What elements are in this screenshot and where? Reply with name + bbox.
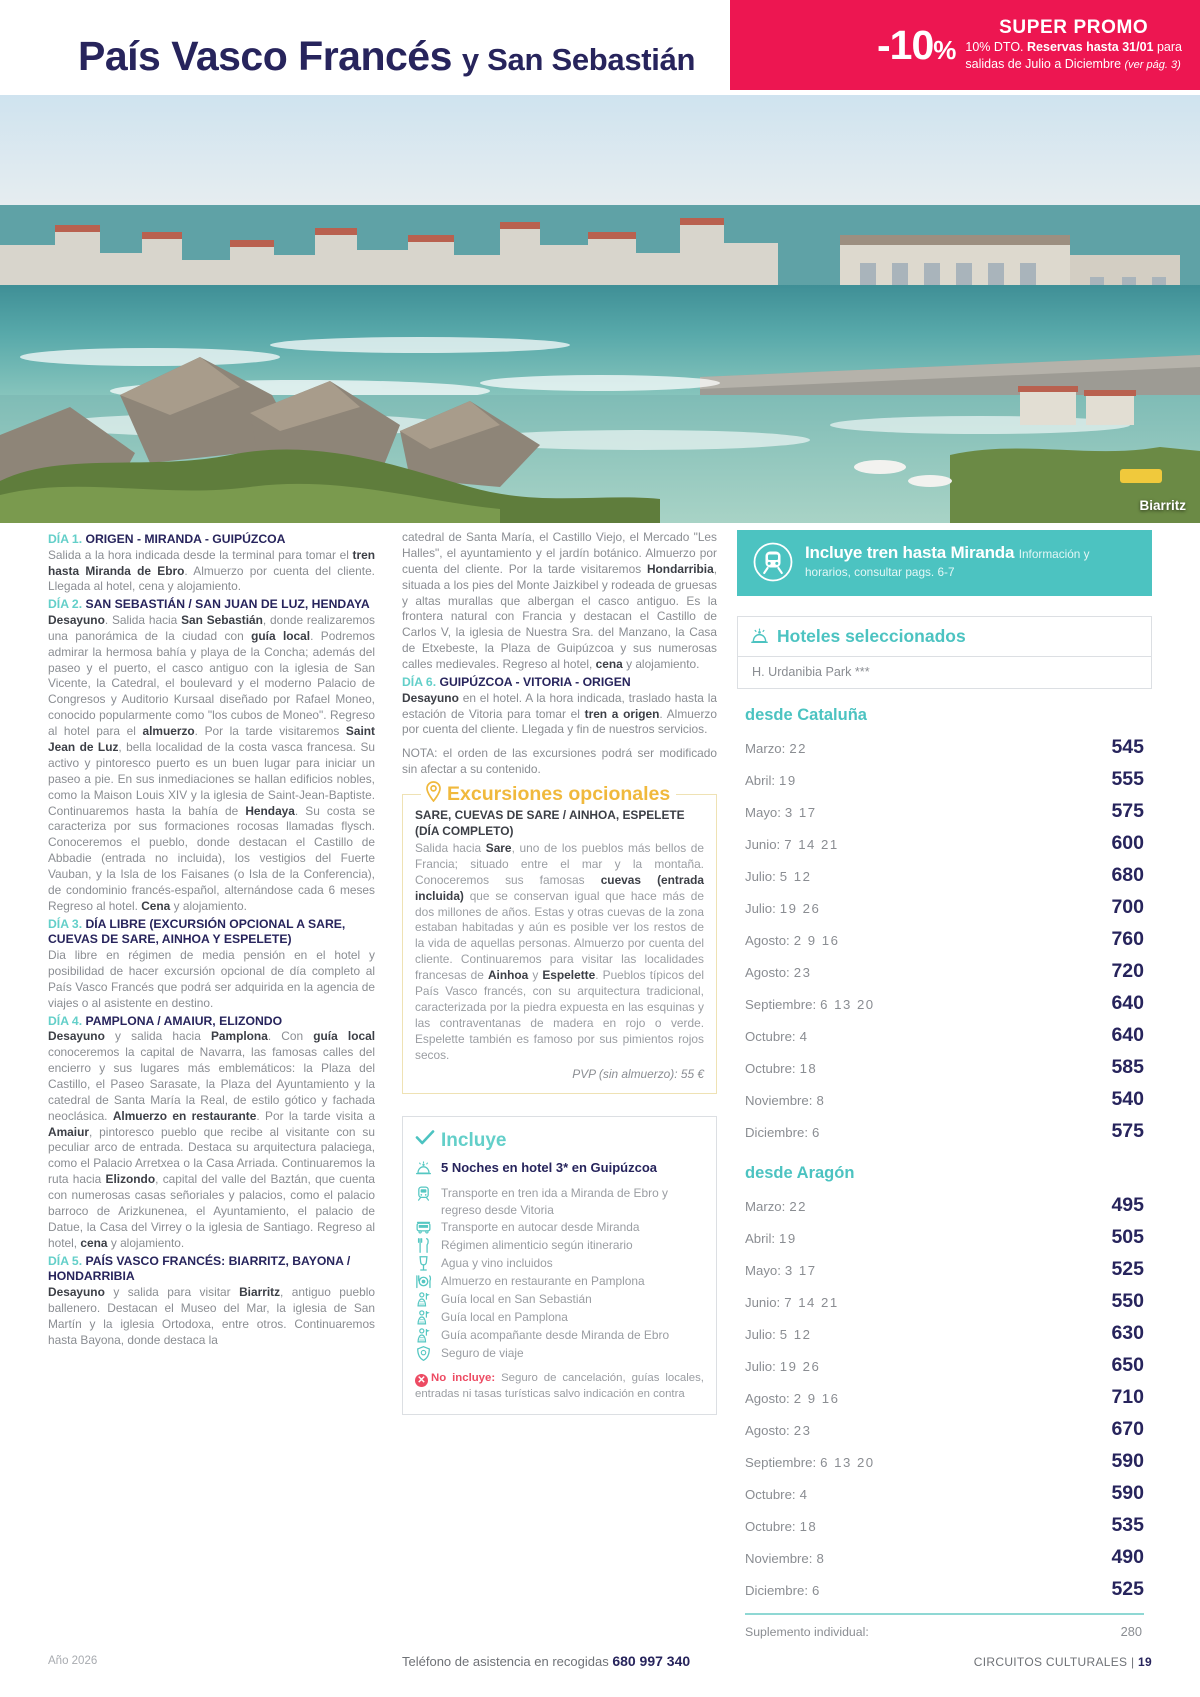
sidebar: [737, 530, 1152, 1639]
footer-phone: [402, 1653, 690, 1669]
day-5-number: DÍA 5.: [48, 1253, 83, 1268]
table-row: [737, 891, 1152, 923]
price-days: 4: [799, 1028, 809, 1044]
table-row: [737, 1189, 1152, 1221]
price-value: 550: [1111, 1289, 1144, 1312]
price-month: Mayo:: [745, 804, 781, 820]
excursion-price: PVP (sin almuerzo): 55 €: [572, 1067, 704, 1082]
day-6-body: Desayuno en el hotel. A la hora indicada, traslado hasta la estación de Vitoria para tomar el tren a origen. Almuerzo por cuenta del cliente. Llegada y fin de nuestros servicios.: [402, 690, 717, 737]
not-included-text: Seguro de cancelación, guías locales, entradas ni tasas turísticas salvo indicación en contra: [415, 1371, 704, 1400]
price-value: 760: [1111, 927, 1144, 950]
promo-discount-value: -10: [877, 21, 934, 68]
price-month: Mayo:: [745, 1262, 781, 1278]
list-item: [415, 1291, 704, 1308]
price-value: 575: [1111, 799, 1144, 822]
page-title: [78, 33, 696, 79]
day-4-heading: [48, 1014, 375, 1030]
list-item-label: Guía local en Pamplona: [441, 1309, 568, 1324]
list-item-label: Seguro de viaje: [441, 1345, 524, 1360]
price-days: 7 14 21: [784, 836, 839, 852]
hero-caption: Biarritz: [1139, 498, 1186, 513]
itinerary-note: NOTA: el orden de las excursiones podrá ser modificado sin afectar a su contenido.: [402, 746, 717, 777]
price-days: 19: [779, 772, 797, 788]
divider-right: [676, 794, 716, 795]
price-days: 18: [799, 1518, 818, 1534]
price-value: 490: [1111, 1545, 1144, 1568]
price-days: 2 9 16: [793, 932, 840, 948]
list-item: [415, 1327, 704, 1344]
price-month: Octubre:: [745, 1028, 796, 1044]
optional-excursions-box: [402, 783, 717, 1094]
price-days: 6: [812, 1124, 821, 1140]
wine-glass-icon: [415, 1255, 432, 1272]
promo-text: [965, 17, 1182, 72]
price-days: 19 26: [779, 1358, 821, 1374]
price-value: 525: [1111, 1257, 1144, 1280]
day-4-title: PAMPLONA / AMAIUR, ELIZONDO: [82, 1013, 283, 1028]
train-banner-title: Incluye tren hasta Miranda: [805, 543, 1015, 562]
train-banner-subtitle: Información y horarios, consultar pags. 6-7: [805, 547, 1090, 579]
promo-line1-b: Reservas hasta 31/01: [1027, 40, 1154, 55]
list-item: [415, 1309, 704, 1326]
guide-icon: [415, 1291, 432, 1308]
optional-excursions-header: [403, 781, 716, 808]
page-footer: [0, 1653, 1200, 1675]
list-item: [415, 1255, 704, 1272]
day-3-body: Dia libre en régimen de media pensión en el hotel y posibilidad de hacer excursión opcional de día completo al País Vasco Francés que podrá ser adquirida en la agencia de viajes o al asistente en destino.: [48, 948, 375, 1010]
itinerary-text-1: [48, 532, 375, 1348]
promo-line1-c: para: [1153, 40, 1182, 55]
includes-title-wrap: [415, 1129, 704, 1152]
price-month: Agosto:: [745, 1390, 790, 1406]
page-header: [0, 0, 1200, 95]
selected-hotels-title: Hoteles seleccionados: [777, 626, 966, 646]
price-value: 590: [1111, 1481, 1144, 1504]
includes-box: [402, 1116, 717, 1415]
price-month: Agosto:: [745, 964, 790, 980]
supplement-value: 280: [1120, 1623, 1142, 1639]
list-item-label: Agua y vino incluidos: [441, 1255, 553, 1270]
price-month: Octubre:: [745, 1060, 796, 1076]
price-value: 590: [1111, 1449, 1144, 1472]
selected-hotels-header: [738, 617, 1151, 657]
price-days: 8: [816, 1550, 826, 1566]
check-icon: [415, 1129, 435, 1152]
price-days: 18: [799, 1060, 818, 1076]
price-group-aragon: [737, 1164, 1152, 1605]
promo-banner: [730, 0, 1200, 90]
table-row: [737, 1115, 1152, 1147]
price-month: Marzo:: [745, 1198, 786, 1214]
price-value: 720: [1111, 959, 1144, 982]
price-value: 535: [1111, 1513, 1144, 1536]
hero-illustration: [0, 95, 1200, 523]
includes-title: Incluye: [441, 1129, 507, 1151]
divider-left: [403, 794, 421, 795]
table-row: [737, 859, 1152, 891]
footer-year: Año 2026: [48, 1655, 98, 1667]
price-group-title: desde Aragón: [745, 1164, 855, 1182]
table-row: [737, 731, 1152, 763]
price-value: 505: [1111, 1225, 1144, 1248]
list-item: [415, 1237, 704, 1254]
price-value: 670: [1111, 1417, 1144, 1440]
price-value: 630: [1111, 1321, 1144, 1344]
list-item: [415, 1273, 704, 1290]
table-row: [737, 987, 1152, 1019]
price-value: 575: [1111, 1119, 1144, 1142]
day-6-number: DÍA 6.: [402, 675, 437, 690]
day-1-title: ORIGEN - MIRANDA - GUIPÚZCOA: [82, 532, 286, 546]
price-month: Septiembre:: [745, 1454, 817, 1470]
price-month: Julio:: [745, 900, 776, 916]
day-3-number: DÍA 3.: [48, 916, 83, 931]
day-1-heading: [48, 532, 375, 548]
table-row: [737, 1381, 1152, 1413]
close-icon: ✕: [415, 1374, 428, 1387]
price-value: 650: [1111, 1353, 1144, 1376]
table-row: [737, 1051, 1152, 1083]
price-value: 700: [1111, 895, 1144, 918]
guide-icon: [415, 1327, 432, 1344]
table-row: [737, 1413, 1152, 1445]
includes-highlight-row: [415, 1160, 704, 1177]
price-value: 640: [1111, 1023, 1144, 1046]
list-item-label: Guía local en San Sebastián: [441, 1291, 592, 1306]
price-days: 23: [793, 1422, 812, 1438]
price-month: Junio:: [745, 836, 781, 852]
title-sub: y San Sebastián: [461, 42, 696, 77]
price-month: Noviembre:: [745, 1092, 813, 1108]
train-icon: [415, 1185, 432, 1202]
price-month: Diciembre:: [745, 1124, 809, 1140]
table-row: [737, 923, 1152, 955]
promo-line1-a: 10% DTO.: [965, 40, 1028, 55]
supplement-label: Suplemento individual:: [745, 1624, 869, 1639]
price-month: Julio:: [745, 1358, 776, 1374]
price-days: 3 17: [784, 1262, 817, 1278]
map-pin-icon: [425, 781, 442, 808]
table-row: [737, 827, 1152, 859]
guide-icon: [415, 1309, 432, 1326]
itinerary-column-1: [48, 530, 375, 1348]
title-main: País Vasco Francés: [78, 33, 452, 79]
price-month: Agosto:: [745, 1422, 790, 1438]
promo-title: SUPER PROMO: [999, 17, 1149, 39]
price-days: 22: [789, 740, 807, 756]
supplement-row: [737, 1615, 1152, 1639]
price-month: Septiembre:: [745, 996, 817, 1012]
day-4-number: DÍA 4.: [48, 1013, 83, 1028]
price-days: 7 14 21: [784, 1294, 839, 1310]
price-value: 555: [1111, 767, 1144, 790]
price-group-title: desde Cataluña: [745, 706, 867, 724]
table-row: [737, 1221, 1152, 1253]
selected-hotels-box: [737, 616, 1152, 689]
table-row: [737, 1349, 1152, 1381]
table-row: [737, 1573, 1152, 1605]
price-value: 585: [1111, 1055, 1144, 1078]
price-month: Agosto:: [745, 932, 790, 948]
bus-icon: [415, 1219, 432, 1236]
table-row: [737, 955, 1152, 987]
price-value: 545: [1111, 735, 1144, 758]
train-banner-text: [805, 543, 1136, 581]
list-item: [415, 1185, 704, 1217]
price-month: Marzo:: [745, 740, 786, 756]
price-value: 495: [1111, 1193, 1144, 1216]
price-month: Octubre:: [745, 1518, 796, 1534]
list-item-label: Guía acompañante desde Miranda de Ebro: [441, 1327, 670, 1342]
price-days: 19: [779, 1230, 797, 1246]
day-2-heading: [48, 597, 375, 613]
price-days: 19 26: [779, 900, 821, 916]
day-3-title: DÍA LIBRE (EXCURSIÓN OPCIONAL A SARE, CUEVAS DE SARE, AINHOA Y ESPELETE): [48, 916, 346, 947]
price-days: 5 12: [779, 868, 812, 884]
list-item-label: Transporte en tren ida a Miranda de Ebro y regreso desde Vitoria: [441, 1186, 668, 1217]
price-days: 22: [789, 1198, 807, 1214]
day-6-heading: [402, 675, 717, 691]
price-value: 710: [1111, 1385, 1144, 1408]
day-6-title: GUIPÚZCOA - VITORIA - ORIGEN: [436, 675, 631, 690]
promo-line2-a: salidas de Julio a Diciembre: [965, 57, 1125, 71]
optional-excursions-title-wrap: [421, 781, 676, 808]
plate-cutlery-icon: [415, 1273, 432, 1290]
day-1-number: DÍA 1.: [48, 532, 83, 546]
promo-line-1: [965, 39, 1182, 56]
hotel-bell-icon: [750, 627, 769, 646]
footer-page-number: 19: [1138, 1655, 1152, 1669]
price-value: 600: [1111, 831, 1144, 854]
hotel-name: H. Urdanibia Park ***: [752, 665, 870, 679]
day-4-body: Desayuno y salida hacia Pamplona. Con guía local conoceremos la capital de Navarra, las famosas calles del encierro y sus lugares más emblemáticos: la Plaza del Castillo, el Paseo Sarasate, la Plaza del Ayuntamiento y la catedral de Santa María la Real, de estilo gótico y fachada neoclásica. Almuerzo en restaurante. Por la tarde visita a Amaiur, pintoresco pueblo que recibe al visitante con su peculiar arco de entrada. Destaca su arquitectura palaciega, como el Palacio Arretxea o la Casa Arriada. Continuaremos la ruta hacia Elizondo, capital del valle del Baztán, que cuenta con numerosas casas señoriales y palacios, como el palacio barroco de Arizkunenea, el Ayuntamiento, el palacio de Datue, la Casa del Virrey o la iglesia de Santiago. Regreso al hotel, cena y alojamiento.: [48, 1029, 375, 1250]
not-included-label: No incluye:: [431, 1371, 496, 1384]
day-3-heading: [48, 917, 375, 948]
price-days: 4: [799, 1486, 809, 1502]
cutlery-icon: [415, 1237, 432, 1254]
day-2-body: Desayuno. Salida hacia San Sebastián, donde realizaremos una panorámica de la ciudad con guía local. Podremos admirar la hermosa bahía y playa de la Concha; además del paseo y el puerto, el casco antiguo con la iglesia de San Vicente, la Catedral, el boulevard y el moderno Palacio de Congresos y Auditorio Kursaal diseñado por Rafael Moneo, conocido popularmente como "los cubos de Moneo". Regreso al hotel para el almuerzo. Por la tarde visitaremos Saint Jean de Luz, bella localidad de la costa vasca francesa. Su activo y pintoresco puerto es un buen lugar para iniciar un paseo a pie. En sus inmediaciones se hallan edificios nobles, como la Maison Louis XIV y la iglesia de Saint-Jean-Baptiste. Continuaremos hasta la bahía de Hendaya. Su costa se caracteriza por sus formaciones rocosas llamadas flysch. Conoceremos el pueblo, donde destacan el Castillo de Abbadie (entrada no incluida), los vestigios del Fuerte Vauban, y la Isla de los Faisanes (o Isla de la Conferencia), de condominio francés-español, alternándose cada 6 meses Regreso al hotel. Cena y alojamiento.: [48, 612, 376, 913]
list-item: [415, 1219, 704, 1236]
list-item-label: Régimen alimenticio según itinerario: [441, 1237, 633, 1252]
price-value: 525: [1111, 1577, 1144, 1600]
hero-image: [0, 95, 1200, 523]
table-row: [737, 1317, 1152, 1349]
train-circle-icon: [753, 542, 793, 582]
table-row: [737, 1253, 1152, 1285]
price-days: 3 17: [784, 804, 817, 820]
itinerary-text-2: [402, 530, 717, 778]
promo-line-2: [965, 56, 1182, 73]
price-month: Abril:: [745, 1230, 776, 1246]
price-days: 5 12: [779, 1326, 812, 1342]
hotel-bell-icon: [415, 1160, 432, 1177]
includes-highlight-text: 5 Noches en hotel 3* en Guipúzcoa: [441, 1160, 657, 1176]
day-5-heading: [48, 1254, 375, 1285]
price-month: Julio:: [745, 1326, 776, 1342]
price-month: Octubre:: [745, 1486, 796, 1502]
price-days: 6: [812, 1582, 821, 1598]
footer-phone-number: 680 997 340: [612, 1653, 691, 1669]
promo-percent-symbol: %: [933, 34, 956, 65]
price-days: 8: [816, 1092, 826, 1108]
excursion-subtitle: SARE, CUEVAS DE SARE / AINHOA, ESPELETE (DÍA COMPLETO): [415, 808, 685, 838]
table-row: [737, 1477, 1152, 1509]
price-group-cataluna: [737, 706, 1152, 1147]
table-row: [737, 1445, 1152, 1477]
optional-excursions-title: Excursiones opcionales: [447, 783, 671, 806]
table-row: [737, 763, 1152, 795]
list-item-label: Almuerzo en restaurante en Pamplona: [441, 1273, 645, 1288]
price-days: 6 13 20: [820, 1454, 875, 1470]
day-5-title: PAÍS VASCO FRANCÉS: BIARRITZ, BAYONA / HONDARRIBIA: [48, 1253, 351, 1284]
price-month: Junio:: [745, 1294, 781, 1310]
list-item: [415, 1345, 704, 1362]
not-included-note: [415, 1371, 704, 1402]
price-value: 640: [1111, 991, 1144, 1014]
footer-phone-label: Teléfono de asistencia en recogidas: [402, 1654, 613, 1669]
price-month: Abril:: [745, 772, 776, 788]
table-row: [737, 1285, 1152, 1317]
train-included-banner: [737, 530, 1152, 596]
table-row: [737, 1019, 1152, 1051]
price-value: 540: [1111, 1087, 1144, 1110]
day-1-body: Salida a la hora indicada desde la terminal para tomar el tren hasta Miranda de Ebro. Almuerzo por cuenta del cliente. Llegada al hotel, cena y alojamiento.: [48, 547, 375, 594]
price-month: Noviembre:: [745, 1550, 813, 1566]
day-5-body-part2: catedral de Santa María, el Castillo Viejo, el Mercado "Les Halles", el ayuntamiento y el jardín botánico. Almuerzo por cuenta del cliente. Por la tarde visitaremos Hondarribia, situada a los pies del Monte Jaizkibel y rodeada de gruesas y altas murallas que albergan el casco antiguo. Es la frontera natural con Francia y destacan el Castillo de Carlos V, la iglesia de Nuestra Sra. del Manzano, la Casa de Etxebeste, la Plaza de Guipúzcoa y sus numerosas calles medievales. Regreso al hotel, cena y alojamiento.: [402, 530, 717, 672]
itinerary-column-2: [402, 530, 717, 1415]
shield-icon: [415, 1345, 432, 1362]
price-days: 6 13 20: [820, 996, 875, 1012]
table-row: [737, 795, 1152, 827]
day-5-body-part1: Desayuno y salida para visitar Biarritz, antiguo pueblo ballenero. Destacan el Museo del Mar, la iglesia de San Martín y la iglesia Ortodoxa, entre otros. Continuaremos hasta Bayona, donde destaca la: [48, 1284, 375, 1347]
price-month: Julio:: [745, 868, 776, 884]
footer-section: [974, 1655, 1152, 1669]
footer-section-label: CIRCUITOS CULTURALES |: [973, 1655, 1139, 1669]
list-item-label: Transporte en autocar desde Miranda: [441, 1219, 640, 1234]
table-row: [737, 1541, 1152, 1573]
promo-line2-b: (ver pág. 3): [1124, 59, 1181, 71]
day-2-title: SAN SEBASTIÁN / SAN JUAN DE LUZ, HENDAYA: [82, 597, 370, 612]
excursion-description: Salida hacia Sare, uno de los pueblos más bellos de Francia; situado entre el mar y la montaña. Conoceremos sus famosas cuevas (entrada incluida) que se conservan igual que hace más de dos millones de años. Estas y otras cuevas de la zona estaban habitadas y aún es posible ver los restos de la vida de aquellas personas. Almuerzo por cuenta del cliente. Continuaremos para visitar las localidades francesas de Ainhoa y Espelette. Pueblos típicos del País Vasco francés, con su arquitectura tradicional, caracterizada por la piedra expuesta en las esquinas y las contraventanas de madera en rojo o verde. Espelette también es famoso por sus pimientos rojos secos.: [415, 841, 705, 1062]
table-row: [737, 1509, 1152, 1541]
price-days: 2 9 16: [793, 1390, 840, 1406]
table-row: [737, 1083, 1152, 1115]
day-2-number: DÍA 2.: [48, 597, 83, 612]
price-days: 23: [793, 964, 812, 980]
price-value: 680: [1111, 863, 1144, 886]
price-month: Diciembre:: [745, 1582, 809, 1598]
promo-discount: [877, 21, 956, 68]
